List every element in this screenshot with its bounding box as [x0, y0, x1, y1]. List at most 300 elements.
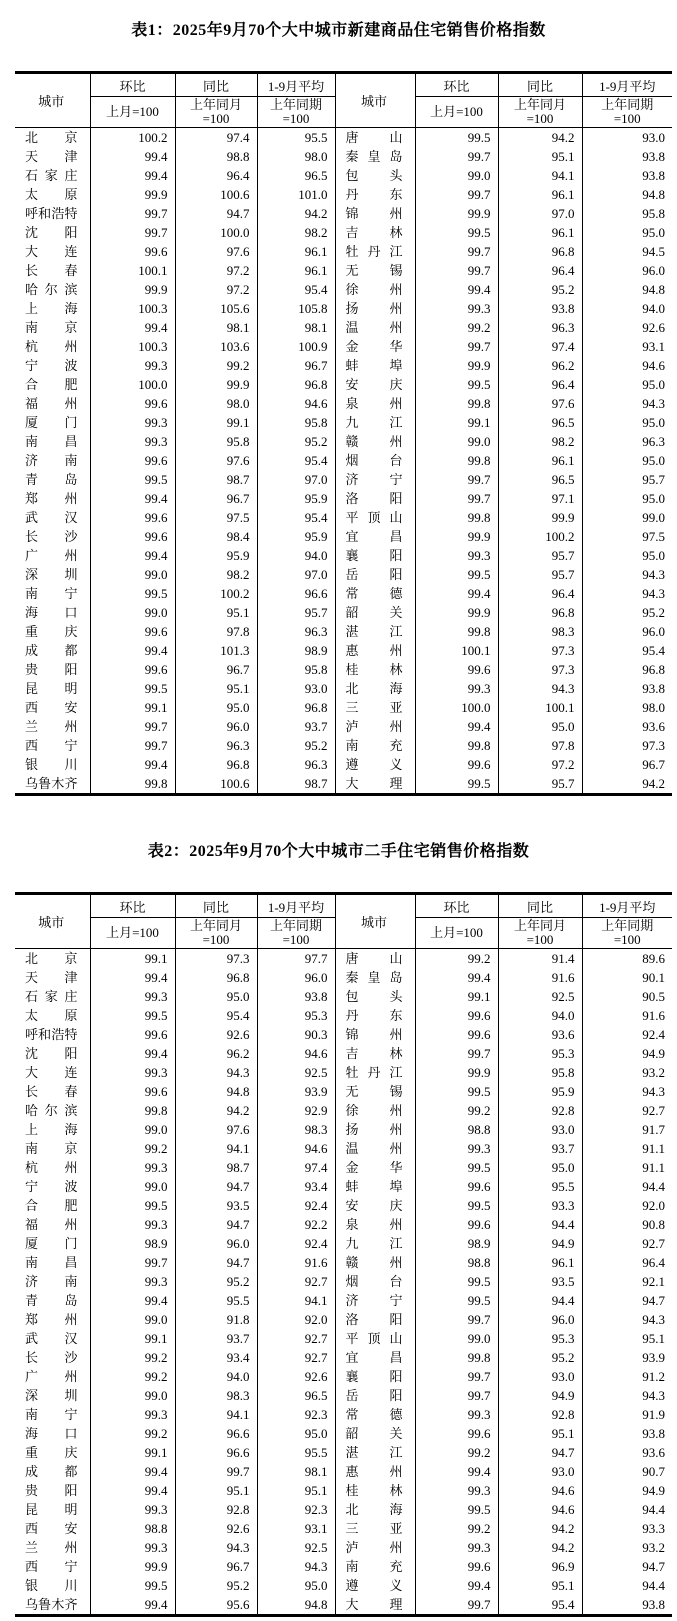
city-cell: 温州	[335, 318, 415, 337]
value-cell: 91.6	[257, 1253, 335, 1272]
table-row	[15, 1215, 672, 1234]
value-cell: 96.7	[642, 757, 665, 772]
value-cell: 99.0	[415, 432, 498, 451]
value-cell: 94.2	[498, 1538, 582, 1557]
value-cell: 99.3	[415, 1481, 498, 1500]
city-cell: 杭州	[15, 337, 90, 356]
subheader-line: 上年同期	[601, 97, 654, 112]
city-cell: 平顶山	[335, 1329, 415, 1348]
value-cell: 96.8	[257, 375, 335, 394]
city-cell: 深圳	[15, 565, 90, 584]
value-cell: 96.7	[175, 1557, 257, 1576]
subheader-line: =100	[282, 932, 310, 947]
value-cell: 94.7	[175, 204, 257, 223]
city-cell: 福州	[15, 1215, 90, 1234]
city-cell: 合肥	[15, 1196, 90, 1215]
value-cell: 92.6	[175, 1519, 257, 1538]
table-row	[15, 949, 672, 969]
table-row	[15, 603, 672, 622]
value-cell: 99.3	[415, 1139, 498, 1158]
city-cell: 成都	[15, 641, 90, 660]
value-cell: 95.0	[642, 415, 665, 430]
value-cell: 99.7	[415, 1310, 498, 1329]
city-cell: 成都	[15, 1462, 90, 1481]
value-cell: 94.4	[642, 1179, 665, 1194]
table-row	[15, 1386, 672, 1405]
value-cell: 95.0	[642, 225, 665, 240]
value-cell: 94.3	[175, 1538, 257, 1557]
value-cell: 98.7	[175, 1158, 257, 1177]
value-cell: 94.6	[498, 1500, 582, 1519]
value-cell: 94.6	[498, 1481, 582, 1500]
city-cell: 湛江	[335, 1443, 415, 1462]
value-cell: 96.2	[498, 356, 582, 375]
value-cell: 99.6	[90, 451, 175, 470]
city-cell: 韶关	[335, 603, 415, 622]
city-cell: 南昌	[15, 432, 90, 451]
city-cell: 北海	[335, 679, 415, 698]
value-cell: 96.0	[642, 624, 665, 639]
value-cell: 91.6	[642, 1008, 665, 1023]
value-cell: 99.4	[90, 641, 175, 660]
value-cell: 95.1	[498, 1576, 582, 1595]
column-header-city: 城市	[15, 894, 90, 949]
value-cell: 91.1	[642, 1160, 665, 1175]
table-row	[15, 1082, 672, 1101]
value-cell: 97.2	[175, 261, 257, 280]
value-cell: 94.0	[257, 546, 335, 565]
value-cell: 93.8	[642, 1597, 665, 1612]
value-cell: 99.9	[415, 527, 498, 546]
value-cell: 99.2	[90, 1139, 175, 1158]
value-cell: 94.8	[642, 282, 665, 297]
subheader-line: =100	[282, 111, 310, 126]
value-cell: 99.7	[415, 1367, 498, 1386]
city-cell: 武汉	[15, 508, 90, 527]
value-cell: 99.5	[415, 128, 498, 148]
value-cell: 99.8	[90, 774, 175, 795]
value-cell: 96.0	[175, 1234, 257, 1253]
value-cell: 99.6	[90, 660, 175, 679]
value-cell: 93.1	[642, 339, 665, 354]
city-cell: 石家庄	[15, 166, 90, 185]
value-cell: 99.3	[415, 679, 498, 698]
value-cell: 99.4	[90, 968, 175, 987]
value-cell: 99.1	[415, 413, 498, 432]
value-cell: 93.0	[498, 1462, 582, 1481]
table2-header	[15, 894, 672, 949]
city-cell: 天津	[15, 968, 90, 987]
table-row	[15, 1158, 672, 1177]
column-header-mom: 环比	[90, 73, 175, 97]
value-cell: 97.7	[257, 949, 335, 969]
city-cell: 沈阳	[15, 1044, 90, 1063]
value-cell: 99.6	[415, 1025, 498, 1044]
value-cell: 90.1	[642, 970, 665, 985]
city-cell: 徐州	[335, 280, 415, 299]
city-cell: 银川	[15, 755, 90, 774]
table-row	[15, 1120, 672, 1139]
table-row	[15, 318, 672, 337]
value-cell: 99.7	[90, 223, 175, 242]
value-cell: 96.8	[175, 968, 257, 987]
value-cell: 95.7	[257, 603, 335, 622]
value-cell: 99.5	[415, 565, 498, 584]
value-cell: 95.9	[257, 527, 335, 546]
value-cell: 94.0	[642, 301, 665, 316]
city-cell: 烟台	[335, 451, 415, 470]
table1-title: 表1：2025年9月70个大中城市新建商品住宅销售价格指数	[131, 22, 546, 39]
city-cell: 石家庄	[15, 987, 90, 1006]
city-cell: 长春	[15, 261, 90, 280]
value-cell: 95.1	[175, 603, 257, 622]
value-cell: 99.5	[90, 1196, 175, 1215]
value-cell: 99.1	[175, 413, 257, 432]
city-cell: 重庆	[15, 622, 90, 641]
value-cell: 97.6	[175, 1120, 257, 1139]
value-cell: 92.8	[498, 1405, 582, 1424]
city-cell: 呼和浩特	[15, 204, 90, 223]
value-cell: 95.7	[498, 774, 582, 795]
value-cell: 91.2	[642, 1369, 665, 1384]
value-cell: 96.5	[498, 413, 582, 432]
value-cell: 97.5	[175, 508, 257, 527]
city-cell: 宁波	[15, 1177, 90, 1196]
value-cell: 99.4	[415, 584, 498, 603]
value-cell: 100.6	[175, 185, 257, 204]
value-cell: 93.8	[642, 681, 665, 696]
value-cell: 93.6	[642, 719, 665, 734]
column-header-avg: 1-9月平均	[257, 73, 335, 97]
value-cell: 97.8	[498, 736, 582, 755]
value-cell: 93.8	[642, 168, 665, 183]
value-cell: 99.2	[415, 1101, 498, 1120]
table-row	[15, 736, 672, 755]
city-cell: 宁波	[15, 356, 90, 375]
city-cell: 桂林	[335, 660, 415, 679]
value-cell: 95.0	[175, 987, 257, 1006]
value-cell: 92.3	[257, 1405, 335, 1424]
city-cell: 无锡	[335, 261, 415, 280]
column-subheader-mom-base: 上月=100	[90, 918, 175, 949]
city-cell: 银川	[15, 1576, 90, 1595]
city-cell: 西安	[15, 698, 90, 717]
value-cell: 97.0	[257, 565, 335, 584]
value-cell: 93.2	[642, 1065, 665, 1080]
value-cell: 95.0	[175, 698, 257, 717]
value-cell: 97.2	[498, 755, 582, 774]
value-cell: 95.0	[257, 1424, 335, 1443]
city-cell: 乌鲁木齐	[15, 1595, 90, 1616]
value-cell: 94.1	[257, 1291, 335, 1310]
value-cell: 98.1	[175, 318, 257, 337]
value-cell: 99.2	[175, 356, 257, 375]
city-cell: 秦皇岛	[335, 147, 415, 166]
value-cell: 97.4	[175, 128, 257, 148]
value-cell: 99.3	[90, 432, 175, 451]
value-cell: 99.4	[415, 717, 498, 736]
city-cell: 洛阳	[335, 1310, 415, 1329]
value-cell: 97.6	[498, 394, 582, 413]
city-cell: 广州	[15, 546, 90, 565]
value-cell: 99.7	[415, 1386, 498, 1405]
column-subheader-avg-base	[257, 97, 335, 128]
city-cell: 长沙	[15, 527, 90, 546]
value-cell: 98.9	[415, 1234, 498, 1253]
value-cell: 99.5	[90, 679, 175, 698]
subheader-line: =100	[526, 111, 554, 126]
value-cell: 99.9	[90, 185, 175, 204]
table-row	[15, 1196, 672, 1215]
value-cell: 94.1	[498, 166, 582, 185]
value-cell: 99.0	[90, 565, 175, 584]
value-cell: 99.8	[415, 451, 498, 470]
city-cell: 济南	[15, 451, 90, 470]
value-cell: 97.3	[175, 949, 257, 969]
table-row	[15, 1557, 672, 1576]
city-cell: 大理	[335, 774, 415, 795]
value-cell: 98.0	[642, 700, 665, 715]
value-cell: 99.4	[90, 1595, 175, 1616]
value-cell: 93.3	[498, 1196, 582, 1215]
value-cell: 95.7	[642, 472, 665, 487]
value-cell: 95.1	[257, 1481, 335, 1500]
city-cell: 遵义	[335, 1576, 415, 1595]
value-cell: 95.2	[642, 605, 665, 620]
value-cell: 99.4	[90, 489, 175, 508]
table-row	[15, 1044, 672, 1063]
value-cell: 94.3	[642, 1388, 665, 1403]
column-header-city: 城市	[335, 73, 415, 128]
value-cell: 100.1	[90, 261, 175, 280]
column-subheader-avg-base	[582, 918, 672, 949]
value-cell: 93.7	[257, 717, 335, 736]
value-cell: 93.8	[257, 987, 335, 1006]
value-cell: 99.8	[415, 508, 498, 527]
value-cell: 93.0	[642, 130, 665, 145]
value-cell: 100.3	[90, 299, 175, 318]
value-cell: 93.9	[642, 1350, 665, 1365]
table-row	[15, 489, 672, 508]
value-cell: 92.0	[642, 1198, 665, 1213]
value-cell: 99.4	[90, 1481, 175, 1500]
value-cell: 99.9	[90, 1557, 175, 1576]
city-cell: 贵阳	[15, 1481, 90, 1500]
value-cell: 96.0	[498, 1310, 582, 1329]
value-cell: 95.0	[257, 1576, 335, 1595]
city-cell: 三亚	[335, 1519, 415, 1538]
city-cell: 金华	[335, 1158, 415, 1177]
city-cell: 包头	[335, 166, 415, 185]
value-cell: 95.1	[498, 147, 582, 166]
table-row	[15, 1443, 672, 1462]
city-cell: 扬州	[335, 299, 415, 318]
table-row	[15, 641, 672, 660]
value-cell: 99.7	[175, 1462, 257, 1481]
value-cell: 95.0	[642, 491, 665, 506]
value-cell: 94.3	[642, 586, 665, 601]
city-cell: 北京	[15, 949, 90, 969]
column-subheader-mom-base: 上月=100	[415, 97, 498, 128]
value-cell: 99.5	[415, 1158, 498, 1177]
city-cell: 沈阳	[15, 223, 90, 242]
value-cell: 95.4	[257, 451, 335, 470]
value-cell: 99.6	[90, 1025, 175, 1044]
table-row	[15, 622, 672, 641]
value-cell: 99.4	[90, 755, 175, 774]
value-cell: 99.7	[415, 337, 498, 356]
value-cell: 92.7	[642, 1236, 665, 1251]
city-cell: 福州	[15, 394, 90, 413]
city-cell: 扬州	[335, 1120, 415, 1139]
city-cell: 西宁	[15, 1557, 90, 1576]
value-cell: 90.5	[642, 989, 665, 1004]
value-cell: 95.3	[257, 1006, 335, 1025]
value-cell: 96.4	[498, 584, 582, 603]
value-cell: 99.7	[415, 185, 498, 204]
city-cell: 贵阳	[15, 660, 90, 679]
column-subheader-yoy-base	[175, 97, 257, 128]
value-cell: 95.5	[498, 1177, 582, 1196]
value-cell: 98.1	[257, 318, 335, 337]
value-cell: 90.7	[642, 1464, 665, 1479]
value-cell: 89.6	[642, 951, 665, 966]
column-subheader-avg-base	[257, 918, 335, 949]
city-cell: 昆明	[15, 679, 90, 698]
value-cell: 96.6	[175, 1443, 257, 1462]
value-cell: 92.2	[257, 1215, 335, 1234]
subheader-line: =100	[526, 932, 554, 947]
value-cell: 95.2	[175, 1272, 257, 1291]
value-cell: 99.1	[90, 698, 175, 717]
value-cell: 100.0	[90, 375, 175, 394]
table-row	[15, 280, 672, 299]
subheader-line: =100	[202, 932, 230, 947]
value-cell: 95.9	[257, 489, 335, 508]
value-cell: 97.3	[498, 660, 582, 679]
value-cell: 96.2	[175, 1044, 257, 1063]
table-row	[15, 508, 672, 527]
value-cell: 92.4	[642, 1027, 665, 1042]
value-cell: 95.6	[175, 1595, 257, 1616]
value-cell: 99.3	[415, 546, 498, 565]
value-cell: 94.9	[642, 1046, 665, 1061]
city-cell: 遵义	[335, 755, 415, 774]
value-cell: 98.3	[175, 1386, 257, 1405]
value-cell: 100.0	[415, 698, 498, 717]
table-row	[15, 1234, 672, 1253]
value-cell: 92.4	[257, 1234, 335, 1253]
value-cell: 99.3	[90, 1063, 175, 1082]
value-cell: 99.4	[415, 280, 498, 299]
column-header-mom: 环比	[415, 73, 498, 97]
table-row	[15, 565, 672, 584]
value-cell: 99.6	[415, 660, 498, 679]
city-cell: 郑州	[15, 1310, 90, 1329]
value-cell: 94.6	[257, 1044, 335, 1063]
column-subheader-mom-base: 上月=100	[90, 97, 175, 128]
table-row	[15, 698, 672, 717]
subheader-line: 上年同期	[601, 918, 654, 933]
value-cell: 99.4	[90, 1291, 175, 1310]
column-header-avg: 1-9月平均	[257, 894, 335, 918]
city-cell: 上海	[15, 1120, 90, 1139]
subheader-line: 上年同月	[513, 97, 566, 112]
city-cell: 天津	[15, 147, 90, 166]
value-cell: 98.9	[90, 1234, 175, 1253]
value-cell: 92.7	[257, 1272, 335, 1291]
table-row	[15, 717, 672, 736]
value-cell: 99.5	[415, 1082, 498, 1101]
value-cell: 96.5	[257, 166, 335, 185]
value-cell: 94.2	[175, 1101, 257, 1120]
column-header-city: 城市	[335, 894, 415, 949]
value-cell: 99.4	[90, 1462, 175, 1481]
value-cell: 96.5	[257, 1386, 335, 1405]
value-cell: 97.3	[498, 641, 582, 660]
city-cell: 上海	[15, 299, 90, 318]
value-cell: 96.5	[498, 470, 582, 489]
subheader-line: =100	[613, 932, 641, 947]
table-row	[15, 755, 672, 774]
value-cell: 99.1	[415, 987, 498, 1006]
value-cell: 91.8	[175, 1310, 257, 1329]
column-subheader-yoy-base	[175, 918, 257, 949]
value-cell: 96.0	[257, 968, 335, 987]
value-cell: 91.1	[642, 1141, 665, 1156]
city-cell: 郑州	[15, 489, 90, 508]
city-cell: 广州	[15, 1367, 90, 1386]
city-cell: 南宁	[15, 584, 90, 603]
city-cell: 青岛	[15, 1291, 90, 1310]
city-cell: 长沙	[15, 1348, 90, 1367]
value-cell: 93.0	[498, 1367, 582, 1386]
value-cell: 95.5	[175, 1291, 257, 1310]
value-cell: 99.8	[415, 1348, 498, 1367]
value-cell: 98.7	[175, 470, 257, 489]
value-cell: 92.8	[175, 1500, 257, 1519]
city-cell: 兰州	[15, 1538, 90, 1557]
city-cell: 蚌埠	[335, 1177, 415, 1196]
value-cell: 97.6	[175, 451, 257, 470]
value-cell: 99.0	[90, 1120, 175, 1139]
value-cell: 99.6	[415, 755, 498, 774]
value-cell: 99.3	[90, 1215, 175, 1234]
table-row	[15, 1367, 672, 1386]
value-cell: 95.1	[175, 679, 257, 698]
value-cell: 94.7	[175, 1177, 257, 1196]
value-cell: 93.5	[498, 1272, 582, 1291]
value-cell: 95.2	[257, 432, 335, 451]
city-cell: 包头	[335, 987, 415, 1006]
value-cell: 99.7	[90, 1253, 175, 1272]
value-cell: 99.5	[415, 375, 498, 394]
value-cell: 98.0	[175, 394, 257, 413]
value-cell: 96.1	[498, 185, 582, 204]
value-cell: 95.9	[498, 1082, 582, 1101]
value-cell: 94.4	[498, 1291, 582, 1310]
value-cell: 92.6	[257, 1367, 335, 1386]
value-cell: 96.4	[175, 166, 257, 185]
value-cell: 99.6	[415, 1215, 498, 1234]
value-cell: 95.1	[175, 1481, 257, 1500]
value-cell: 100.9	[257, 337, 335, 356]
value-cell: 94.3	[642, 1312, 665, 1327]
value-cell: 100.3	[90, 337, 175, 356]
value-cell: 96.1	[257, 242, 335, 261]
value-cell: 94.2	[498, 128, 582, 148]
value-cell: 99.6	[415, 1177, 498, 1196]
